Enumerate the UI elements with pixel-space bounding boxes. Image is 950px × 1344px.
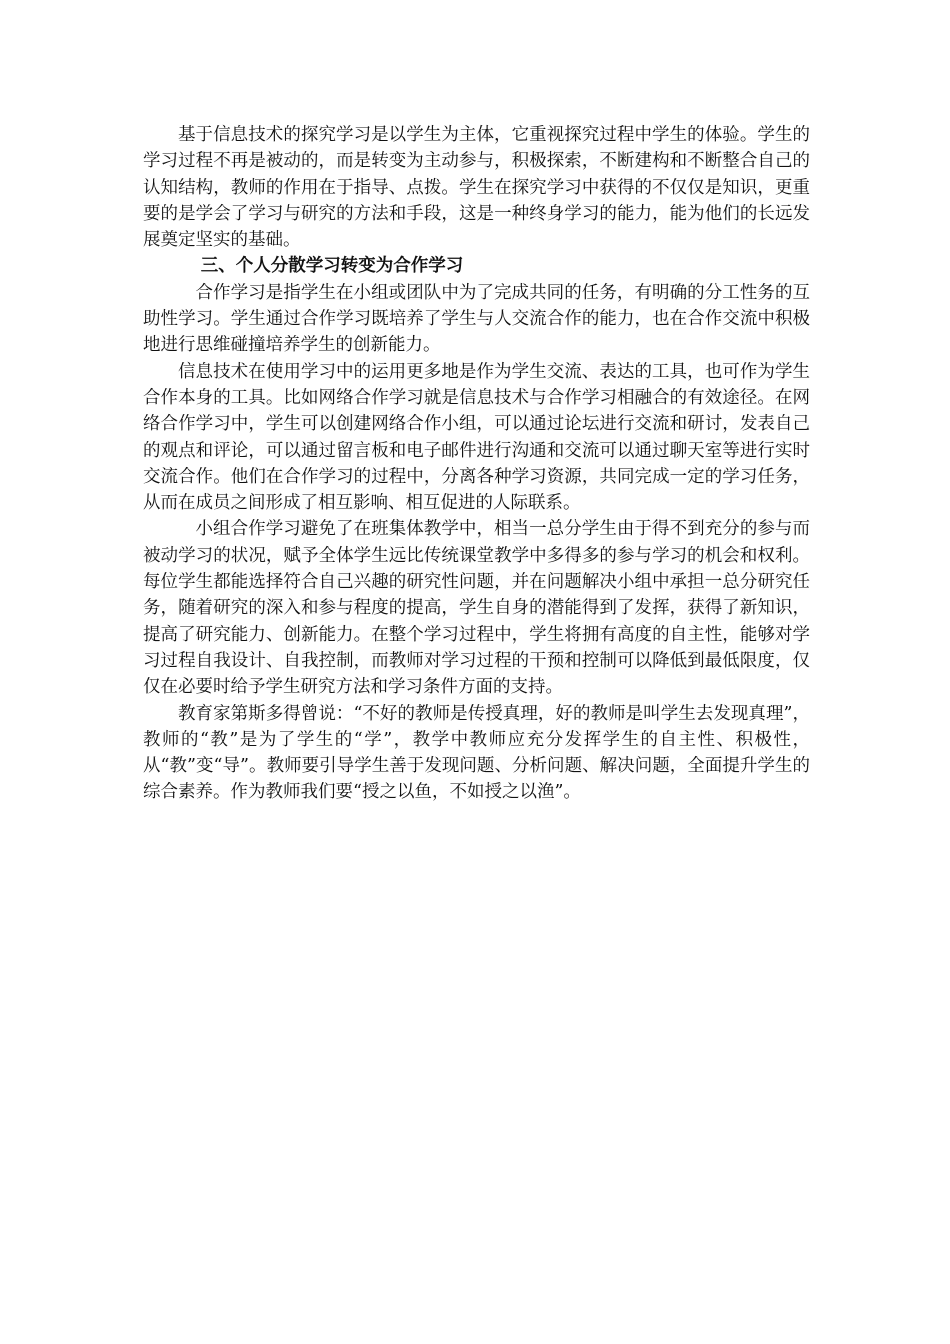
paragraph-group-learning: 小组合作学习避免了在班集体教学中，相当一总分学生由于得不到充分的参与而被动学习的状况，赋予全体学生远比传统课堂教学中多得多的参与学习的机会和权利。每位学生都能选择符合自己兴趣的研究性问题，并在问题解决小组中承担一总分研究任务，随着研究的深入和参与程度的提高，学生自身的潜能得到了发挥，获得了新知识，提高了研究能力、创新能力。在整个学习过程中，学生将拥有高度的自主性，能够对学习过程自我设计、自我控制，而教师对学习过程的干预和控制可以降低到最低限度，仅仅在必要时给予学生研究方法和学习条件方面的支持。 xyxy=(143,519,810,698)
paragraph-it-as-tool: 信息技术在使用学习中的运用更多地是作为学生交流、表达的工具，也可作为学生合作本身的工具。比如网络合作学习就是信息技术与合作学习相融合的有效途径。在网络合作学习中，学生可以创建网络合作小组，可以通过论坛进行交流和研讨，发表自己的观点和评论，可以通过留言板和电子邮件进行沟通和交流可以通过聊天室等进行实时交流合作。他们在合作学习的过程中，分离各种学习资源，共同完成一定的学习任务，从而在成员之间形成了相互影响、相互促进的人际联系。 xyxy=(143,361,810,514)
section-heading-cooperative-learning: 三、个人分散学习转变为合作学习 xyxy=(200,256,464,277)
paragraph-educator-quote: 教育家第斯多得曾说：“不好的教师是传授真理，好的教师是叫学生去发现真理”，教师的“教”是为了学生的“学”，教学中教师应充分发挥学生的自主性、积极性，从“教”变“导”。教师要引导学生善于发现问题、分析问题、解决问题，全面提升学生的综合素养。作为教师我们要“授之以鱼，不如授之以渔”。 xyxy=(143,703,810,803)
paragraph-inquiry-learning: 基于信息技术的探究学习是以学生为主体，它重视探究过程中学生的体验。学生的学习过程不再是被动的，而是转变为主动参与，积极探索，不断建构和不断整合自己的认知结构，教师的作用在于指导、点拨。学生在探究学习中获得的不仅仅是知识，更重要的是学会了学习与研究的方法和手段，这是一种终身学习的能力，能为他们的长远发展奠定坚实的基础。 xyxy=(143,125,810,251)
document-page xyxy=(143,122,810,806)
paragraph-cooperative-definition: 合作学习是指学生在小组或团队中为了完成共同的任务，有明确的分工性务的互助性学习。学生通过合作学习既培养了学生与人交流合作的能力，也在合作交流中积极地进行思维碰撞培养学生的创新能力。 xyxy=(143,282,810,356)
